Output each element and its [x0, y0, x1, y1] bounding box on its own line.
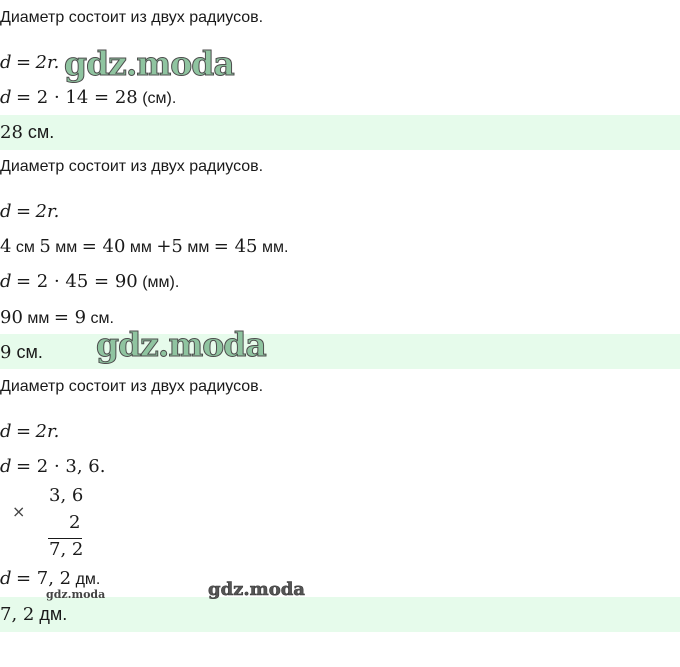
- var-d: d: [0, 456, 12, 477]
- result-3: [0, 568, 100, 589]
- expr: = 40: [81, 236, 126, 257]
- var-d: d: [0, 421, 12, 442]
- answer-2: [0, 342, 43, 363]
- unit: (см).: [142, 90, 177, 107]
- value: 90: [0, 307, 23, 328]
- intro-text-3: Диаметр состоит из двух радиусов.: [0, 378, 264, 395]
- formula-3: [0, 421, 59, 442]
- unit: дм.: [75, 571, 101, 588]
- unit: мм: [129, 239, 152, 256]
- formula-1: [0, 52, 59, 73]
- watermark-4: gdz.moda: [208, 579, 305, 600]
- multiplicand: 3, 6: [49, 485, 84, 506]
- multiply-sign: ×: [12, 502, 26, 521]
- watermark-3: gdz.moda: [46, 588, 106, 601]
- expr: = 45: [213, 236, 258, 257]
- intro-text-2: Диаметр состоит из двух радиусов.: [0, 158, 264, 175]
- intro-text-1: Диаметр состоит из двух радиусов.: [0, 9, 264, 26]
- var-d: d: [0, 568, 12, 589]
- answer-1: [0, 122, 54, 143]
- value: 5: [39, 236, 51, 257]
- eq-sign: =: [15, 52, 32, 73]
- product: 7, 2: [49, 539, 84, 560]
- unit: мм: [55, 239, 78, 256]
- var-d: d: [0, 52, 12, 73]
- eq-sign: =: [15, 201, 32, 222]
- answer-band-1: [0, 115, 680, 150]
- calc-1: [0, 87, 176, 108]
- calc-3: [0, 456, 105, 477]
- answer-value: 9: [0, 342, 12, 363]
- answer-unit: см.: [27, 122, 55, 142]
- answer-unit: см.: [16, 342, 43, 362]
- expr: +5: [156, 236, 183, 257]
- answer-value: 7, 2: [0, 604, 35, 625]
- answer-unit: дм.: [39, 604, 68, 624]
- answer-band-3: [0, 597, 680, 632]
- eq-sign: =: [15, 421, 32, 442]
- rhs: 2r.: [35, 201, 60, 222]
- unit: мм.: [261, 239, 289, 256]
- unit: см.: [90, 310, 114, 327]
- rhs: 2r.: [35, 421, 60, 442]
- unit: см: [15, 239, 35, 256]
- watermark-1: gdz.moda: [64, 44, 234, 83]
- var-d: d: [0, 87, 12, 108]
- value: 4: [0, 236, 12, 257]
- unit: мм: [27, 310, 50, 327]
- expr: = 2 · 45 = 90: [15, 271, 138, 292]
- unit: мм: [187, 239, 210, 256]
- formula-2: [0, 201, 59, 222]
- var-d: d: [0, 201, 12, 222]
- answer-3: [0, 604, 67, 625]
- convert-2: [0, 236, 288, 257]
- unit: (мм).: [142, 274, 180, 291]
- calc-2: [0, 271, 179, 292]
- multiplier: 2: [69, 512, 81, 533]
- expr: = 2 · 3, 6.: [15, 456, 106, 477]
- rhs: 2r.: [35, 52, 60, 73]
- answer-value: 28: [0, 122, 23, 143]
- expr: = 7, 2: [15, 568, 72, 589]
- expr: = 2 · 14 = 28: [15, 87, 138, 108]
- var-d: d: [0, 271, 12, 292]
- watermark-2: gdz.moda: [96, 325, 266, 364]
- expr: = 9: [53, 307, 87, 328]
